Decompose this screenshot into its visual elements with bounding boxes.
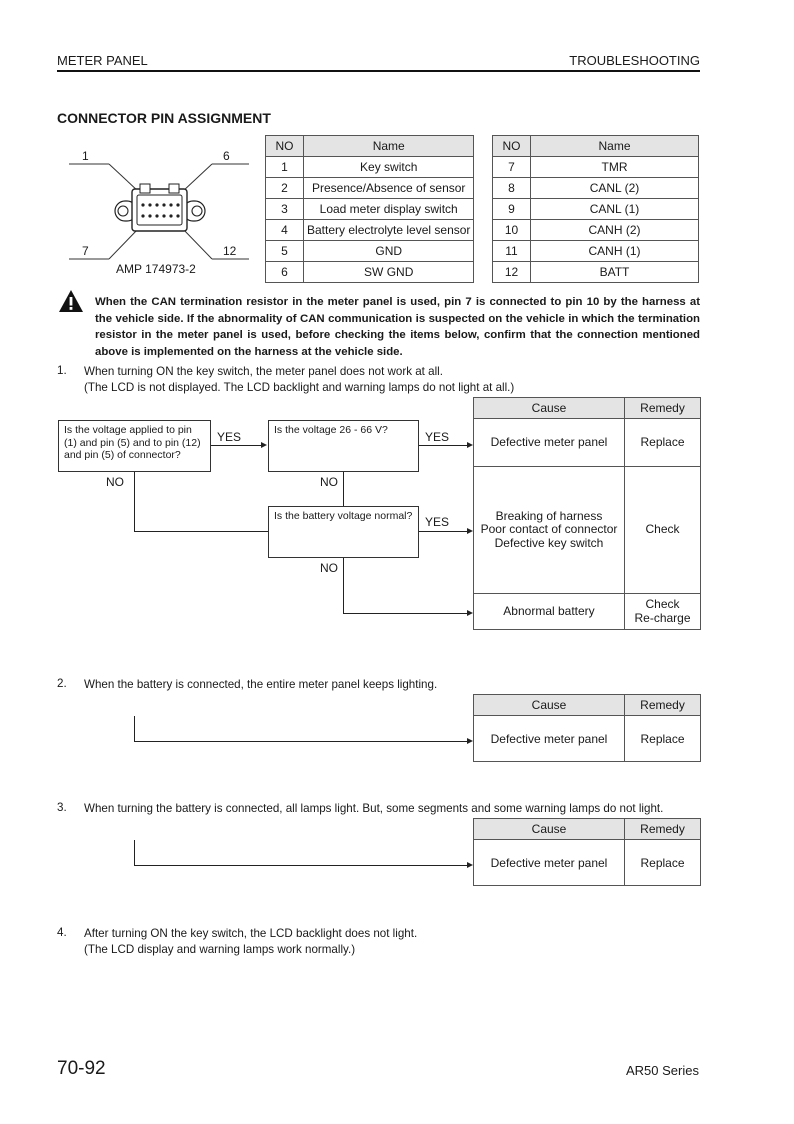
- no-connector: [134, 531, 268, 532]
- pin-name: GND: [304, 241, 474, 262]
- pin-no: 7: [493, 157, 531, 178]
- pin-name: Battery electrolyte level sensor: [304, 220, 474, 241]
- pin-label-7: 7: [82, 244, 89, 258]
- pin-no: 3: [266, 199, 304, 220]
- item-3-cause-remedy-table: [473, 818, 701, 886]
- pin-no: 5: [266, 241, 304, 262]
- yes-connector: [211, 445, 261, 446]
- no-header: NO: [493, 136, 531, 157]
- remedy-cell: Check: [625, 467, 701, 594]
- pin-label-12: 12: [223, 244, 237, 258]
- item-2-number: 2.: [57, 677, 67, 690]
- no-header: NO: [266, 136, 304, 157]
- table-row: [474, 594, 701, 630]
- remedy-header: Remedy: [625, 819, 701, 840]
- pin-table-left: [265, 135, 474, 283]
- no-connector: [343, 558, 344, 613]
- item-2-title: When the battery is connected, the entire meter panel keeps lighting.: [84, 678, 438, 691]
- cause-cell: Defective meter panel: [474, 716, 625, 762]
- arrow-icon: [261, 442, 267, 448]
- item-1-subtitle: (The LCD is not displayed. The LCD backlight and warning lamps do not light at all.): [84, 381, 515, 394]
- remedy-cell: Check Re-charge: [625, 594, 701, 630]
- remedy-cell: Replace: [625, 419, 701, 467]
- table-header-row: [474, 819, 701, 840]
- table-header-row: [474, 398, 701, 419]
- pin-table-header: [266, 136, 474, 157]
- page-number: 70-92: [57, 1058, 106, 1079]
- header-section-title: METER PANEL: [57, 53, 148, 68]
- cause-cell: Abnormal battery: [474, 594, 625, 630]
- table-row: [266, 262, 474, 283]
- question-box-2: Is the voltage 26 - 66 V?: [268, 420, 419, 472]
- cause-header: Cause: [474, 398, 625, 419]
- pin-name: Load meter display switch: [304, 199, 474, 220]
- table-row: [474, 840, 701, 886]
- remedy-cell: Replace: [625, 716, 701, 762]
- table-row: [266, 241, 474, 262]
- pin-name: CANL (1): [531, 199, 699, 220]
- pin-name: TMR: [531, 157, 699, 178]
- item-1-cause-remedy-table: [473, 397, 701, 630]
- cause-cell: Defective meter panel: [474, 419, 625, 467]
- item-3-number: 3.: [57, 801, 67, 814]
- no-connector: [134, 472, 135, 531]
- table-row: [474, 716, 701, 762]
- table-row: [493, 178, 699, 199]
- no-connector: [343, 472, 344, 506]
- series-name: AR50 Series: [626, 1063, 699, 1078]
- item-4-subtitle: (The LCD display and warning lamps work normally.): [84, 943, 356, 956]
- table-row: [493, 157, 699, 178]
- table-row: [493, 199, 699, 220]
- pin-label-1: 1: [82, 149, 89, 163]
- item-1-title: When turning ON the key switch, the meter panel does not work at all.: [84, 365, 443, 378]
- pin-name: CANH (1): [531, 241, 699, 262]
- yes-connector: [419, 445, 467, 446]
- pin-name: Key switch: [304, 157, 474, 178]
- no-label: NO: [106, 475, 124, 489]
- no-label: NO: [320, 561, 338, 575]
- section-title: CONNECTOR PIN ASSIGNMENT: [57, 110, 271, 126]
- pin-no: 8: [493, 178, 531, 199]
- yes-label: YES: [425, 515, 450, 529]
- pin-name: Presence/Absence of sensor: [304, 178, 474, 199]
- table-row: [493, 241, 699, 262]
- remedy-cell: Replace: [625, 840, 701, 886]
- no-connector: [343, 613, 467, 614]
- remedy-header: Remedy: [625, 398, 701, 419]
- flow-connector: [134, 741, 467, 742]
- pin-no: 11: [493, 241, 531, 262]
- table-row: [474, 419, 701, 467]
- pin-no: 9: [493, 199, 531, 220]
- item-4-title: After turning ON the key switch, the LCD backlight does not light.: [84, 927, 418, 940]
- connector-part-number: AMP 174973-2: [116, 262, 196, 276]
- cause-header: Cause: [474, 819, 625, 840]
- remedy-header: Remedy: [625, 695, 701, 716]
- yes-connector: [419, 531, 467, 532]
- table-header-row: [474, 695, 701, 716]
- item-4-number: 4.: [57, 926, 67, 939]
- question-box-1: Is the voltage applied to pin (1) and pin (5) and to pin (12) and pin (5) of connector?: [58, 420, 211, 472]
- pin-no: 1: [266, 157, 304, 178]
- pin-no: 2: [266, 178, 304, 199]
- header-chapter-title: TROUBLESHOOTING: [569, 53, 700, 68]
- header-rule: [57, 70, 700, 72]
- warning-icon: [58, 289, 84, 318]
- pin-name: CANH (2): [531, 220, 699, 241]
- pin-table-right: [492, 135, 699, 283]
- flow-connector: [134, 716, 135, 741]
- pin-no: 10: [493, 220, 531, 241]
- table-row: [266, 199, 474, 220]
- table-row: [493, 262, 699, 283]
- item-2-cause-remedy-table: [473, 694, 701, 762]
- pin-no: 4: [266, 220, 304, 241]
- pin-table-header: [493, 136, 699, 157]
- connector-diagram: [57, 140, 262, 280]
- warning-text: When the CAN termination resistor in the meter panel is used, pin 7 is connected to pin 10 by the harness at the vehicle side. If the abnormality of CAN communication is suspected on the vehicle in which the termination resistor in the meter panel is used, before checking the items below, confirm that the connection mentioned above is implemented on the harness at the vehicle side.: [95, 296, 700, 358]
- flow-connector: [134, 840, 135, 865]
- pin-no: 12: [493, 262, 531, 283]
- item-1-number: 1.: [57, 364, 67, 377]
- table-row: [493, 220, 699, 241]
- pin-name: BATT: [531, 262, 699, 283]
- cause-cell: Breaking of harness Poor contact of connector Defective key switch: [474, 467, 625, 594]
- table-row: [474, 467, 701, 594]
- no-label: NO: [320, 475, 338, 489]
- pin-label-6: 6: [223, 149, 230, 163]
- yes-label: YES: [217, 430, 242, 444]
- yes-label: YES: [425, 430, 450, 444]
- name-header: Name: [304, 136, 474, 157]
- flow-connector: [134, 865, 467, 866]
- pin-no: 6: [266, 262, 304, 283]
- table-row: [266, 220, 474, 241]
- cause-cell: Defective meter panel: [474, 840, 625, 886]
- name-header: Name: [531, 136, 699, 157]
- table-row: [266, 157, 474, 178]
- table-row: [266, 178, 474, 199]
- pin-name: SW GND: [304, 262, 474, 283]
- pin-name: CANL (2): [531, 178, 699, 199]
- question-box-3: Is the battery voltage normal?: [268, 506, 419, 558]
- item-3-title: When turning the battery is connected, all lamps light. But, some segments and some warning lamps do not light.: [84, 802, 664, 815]
- cause-header: Cause: [474, 695, 625, 716]
